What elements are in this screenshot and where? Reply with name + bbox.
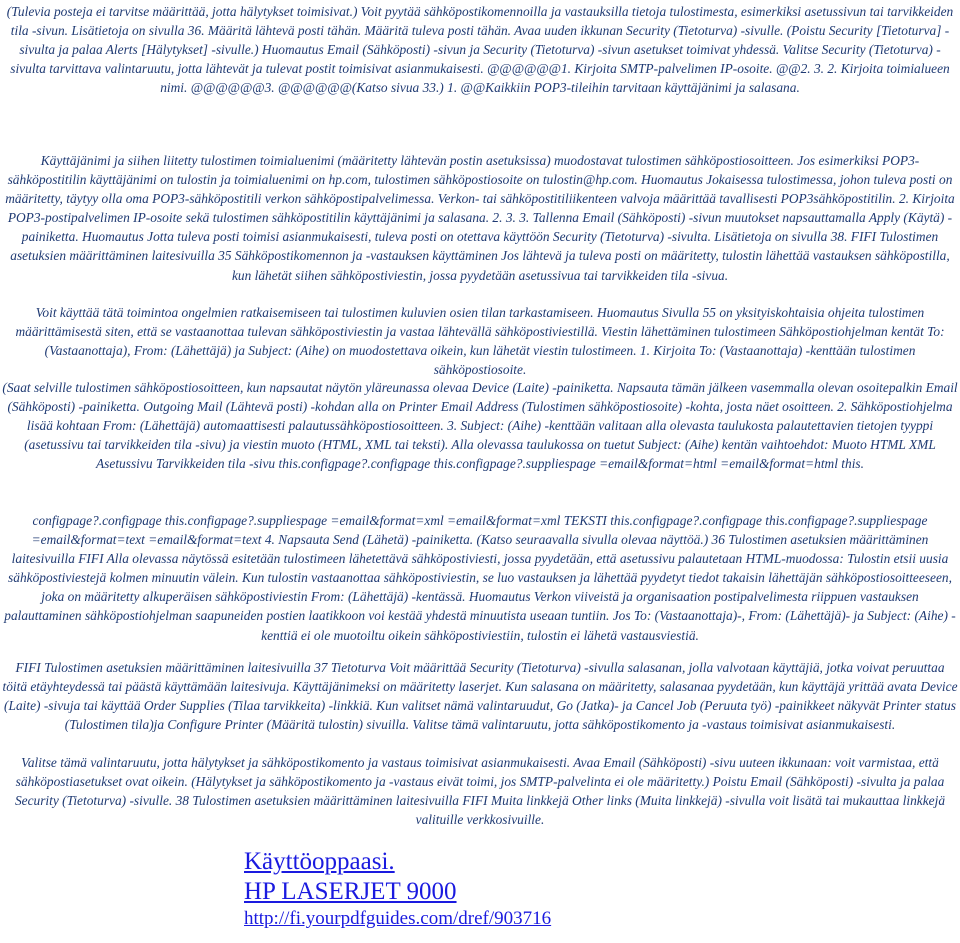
paragraph-text: (Saat selville tulostimen sähköpostiosoitteen, kun napsautat näytön yläreunassa olevaa Device (Laite) -painiketta. Napsauta tämän jälkeen vasemmalla olevan osoitepalkin Email (Sähköposti) -painiketta. Outgoing Mail (Lähtevä posti) -kohdan alla on Printer Email Address (Tulostimen sähköpostiosoite) -kohta, josta näet osoitteen. 2. Sähköpostiohjelma lisää kohtaan From: (Lähettäjä) automaattisesti palautussähköpostiosoitteen. 3. Subject: (Aihe) -kenttään valitaan alla olevasta taulukosta palautettavien tietojen tyyppi (asetussivu tai tarvikkeiden tila -sivu) ja viestin muoto (HTML, XML tai teksti). Alla olevassa taulukossa on tuetut Subject: (Aihe) kentän vaihtoehdot: Muoto HTML XML Asetussivu Tarvikkeiden tila -sivu this.configpage?.configpage this.configpage?.suppliespage =email&format=html =email&format=html this.	[2, 380, 958, 472]
model-link[interactable]: HP LASERJET 9000	[244, 878, 457, 905]
manual-link[interactable]: Käyttöoppaasi.	[244, 848, 395, 875]
paragraph-pop3-account	[2, 151, 958, 285]
paragraph-response-timing	[2, 511, 958, 645]
paragraph-send-message	[2, 303, 958, 379]
paragraph-text: Käyttäjänimi ja siihen liitetty tulostimen toimialuenimi (määritetty lähtevän postin asetuksissa) muodostavat tulostimen sähköpostiosoitteen. Jos esimerkiksi POP3-sähköpostitilin käyttäjänimi on tulostin ja toimialuenimi on hp.com, tulostimen sähköpostiosoite on tulostin@hp.com. Huomautus Jokaisessa tulostimessa, johon tuleva posti on määritetty, täytyy olla oma POP3-sähköpostitili verkon sähköpostipalvelimessa. Verkon- tai sähköpostitiliikenteen valvoja määrittää tavallisesti POP3sähköpostitilin. 2. Kirjoita POP3-postipalvelimen IP-osoite sekä tulostimen sähköpostitilin käyttäjänimi ja salasana. 2. 3. 3. Tallenna Email (Sähköposti) -sivun muutokset napsauttamalla Apply (Käytä) -painiketta. Huomautus Jotta tuleva posti toimisi asianmukaisesti, tuleva posti on otettava käyttöön Security (Tietoturva) -sivulta. Lisätietoja on sivulla 38. FIFI Tulostimen asetuksien määrittäminen laitesivuilla 35 Sähköpostikomennon ja -vastauksen käyttäminen Jos lähtevä ja tuleva posti on määritetty, tulostin lähettää vastauksen sähköpostilla, kun lähetät siihen sähköpostiviestin, jossa pyydetään asetussivua tai tarvikkeiden tila -sivua.	[5, 153, 955, 283]
paragraph-other-links	[2, 753, 958, 829]
paragraph-text: (Tulevia posteja ei tarvitse määrittää, jotta hälytykset toimisivat.) Voit pyytää sähköpostikomennoilla ja vastauksilla tietoja tulostimesta, esimerkiksi asetussivun tai tarvikkeiden tila -sivun. Lisätietoja on sivulla 36. Määritä lähtevä posti tähän. Määritä tuleva posti tähän. Avaa uuden ikkunan Security (Tietoturva) -sivulle. (Poistu Security [Tietoturva] -sivulta ja palaa Alerts [Hälytykset] -sivulle.) Huomautus Email (Sähköposti) -sivun ja Security (Tietoturva) -sivun asetukset toimivat yhdessä. Valitse Security (Tietoturva) -sivulta tarvittava valintaruutu, jotta lähtevät ja tulevat postit toimisivat asianmukaisesti. @@@@@@1. Kirjoita SMTP-palvelimen IP-osoite. @@2. 3. 2. Kirjoita toimialueen nimi. @@@@@@3. @@@@@@(Katso sivua 33.) 1. @@Kaikkiin POP3-tileihin tarvitaan käyttäjänimi ja salasana.	[6, 4, 954, 96]
paragraph-text: Valitse tämä valintaruutu, jotta hälytykset ja sähköpostikomento ja vastaus toimisivat asianmukaisesti. Avaa Email (Sähköposti) -sivu uuteen ikkunaan: voit varmistaa, että sähköpostiasetukset ovat oikein. (Hälytykset ja sähköpostikomento ja -vastaus eivät toimi, jos SMTP-palvelinta ei ole määritetty.) Poistu Email (Sähköposti) -sivulta ja palaa Security (Tietoturva) -sivulle. 38 Tulostimen asetuksien määrittäminen laitesivuilla FIFI Muita linkkejä Other links (Muita linkkejä) -sivulla voit lisätä tai mukauttaa linkkejä valituille verkkosivuille.	[14, 755, 946, 828]
paragraph-email-settings	[2, 2, 958, 97]
paragraph-printer-address	[2, 378, 958, 473]
footer-links	[244, 847, 744, 931]
paragraph-text: FIFI Tulostimen asetuksien määrittäminen laitesivuilla 37 Tietoturva Voit määrittää Security (Tietoturva) -sivulla salasanan, jolla valvotaan käyttäjiä, jotka voivat peruuttaa töitä etäyhteydessä tai päästä käyttämään laitesivuja. Käyttäjänimeksi on määritetty laserjet. Kun salasana on määritetty, salasanaa pyydetään, kun käyttäjä yrittää avata Device (Laite) -sivuja tai käyttää Order Supplies (Tilaa tarvikkeita) -linkkiä. Kun valitset nämä valintaruudut, Go (Jatka)- ja Cancel Job (Peruuta työ) -painikkeet näkyvät Printer status (Tulostimen tila)ja Configure Printer (Määritä tulostin) sivuilla. Valitse tämä valintaruutu, jotta sähköpostikomento ja -vastaus toimisivat asianmukaisesti.	[2, 660, 958, 733]
paragraph-text: Voit käyttää tätä toimintoa ongelmien ratkaisemiseen tai tulostimen kuluvien osien tilan tarkastamiseen. Huomautus Sivulla 55 on yksityiskohtaisia ohjeita tulostimen määrittämisestä siten, että se vastaanottaa tulevan sähköpostiviestin ja vastaa lähtevällä sähköpostiviestillä. Viestin lähettäminen tulostimeen Sähköpostiohjelman kentät To: (Vastaanottaja), From: (Lähettäjä) ja Subject: (Aihe) on muodostettava oikein, kun lähetät viestin tulostimeen. 1. Kirjoita To: (Vastaanottaja) -kenttään tulostimen sähköpostiosoite.	[15, 305, 945, 378]
paragraph-text: configpage?.configpage this.configpage?.suppliespage =email&format=xml =email&format=xml TEKSTI this.configpage?.configpage this.configpage?.suppliespage =email&format=text =email&format=text 4. Napsauta Send (Lähetä) -painiketta. (Katso seuraavalla sivulla olevaa näyttöä.) 36 Tulostimen asetuksien määrittäminen laitesivuilla FIFI Alla olevassa näytössä esitetään tulostimeen lähetettävä sähköpostiviesti, jossa pyydetään, että asetussivu palautetaan HTML-muodossa: Tulostin etsii uusia sähköpostiviestejä kolmen minuutin välein. Kun tulostin vastaanottaa sähköpostiviestin, se luo vastauksen ja lähettää pyydetyt tiedot takaisin lähettäjän sähköpostiosoitteeseen, joka on määritetty alkuperäisen sähköpostiviestin From: (Lähettäjä) -kentässä. Huomautus Verkon viiveistä ja organisaation postipalvelimesta riippuen vastauksen palauttaminen sähköpostiohjelman saapuneiden postien laatikkoon voi kestää yhdestä minuutista useaan tuntiin. Jos To: (Vastaanottaja)-, From: (Lähettäjä)- ja Subject: (Aihe) -kenttiä ei ole muotoiltu oikein sähköpostiviestiin, tulostin ei lähetä vastausviestiä.	[4, 513, 956, 643]
download-url-link[interactable]: http://fi.yourpdfguides.com/dref/903716	[244, 908, 552, 929]
paragraph-security	[2, 658, 958, 734]
